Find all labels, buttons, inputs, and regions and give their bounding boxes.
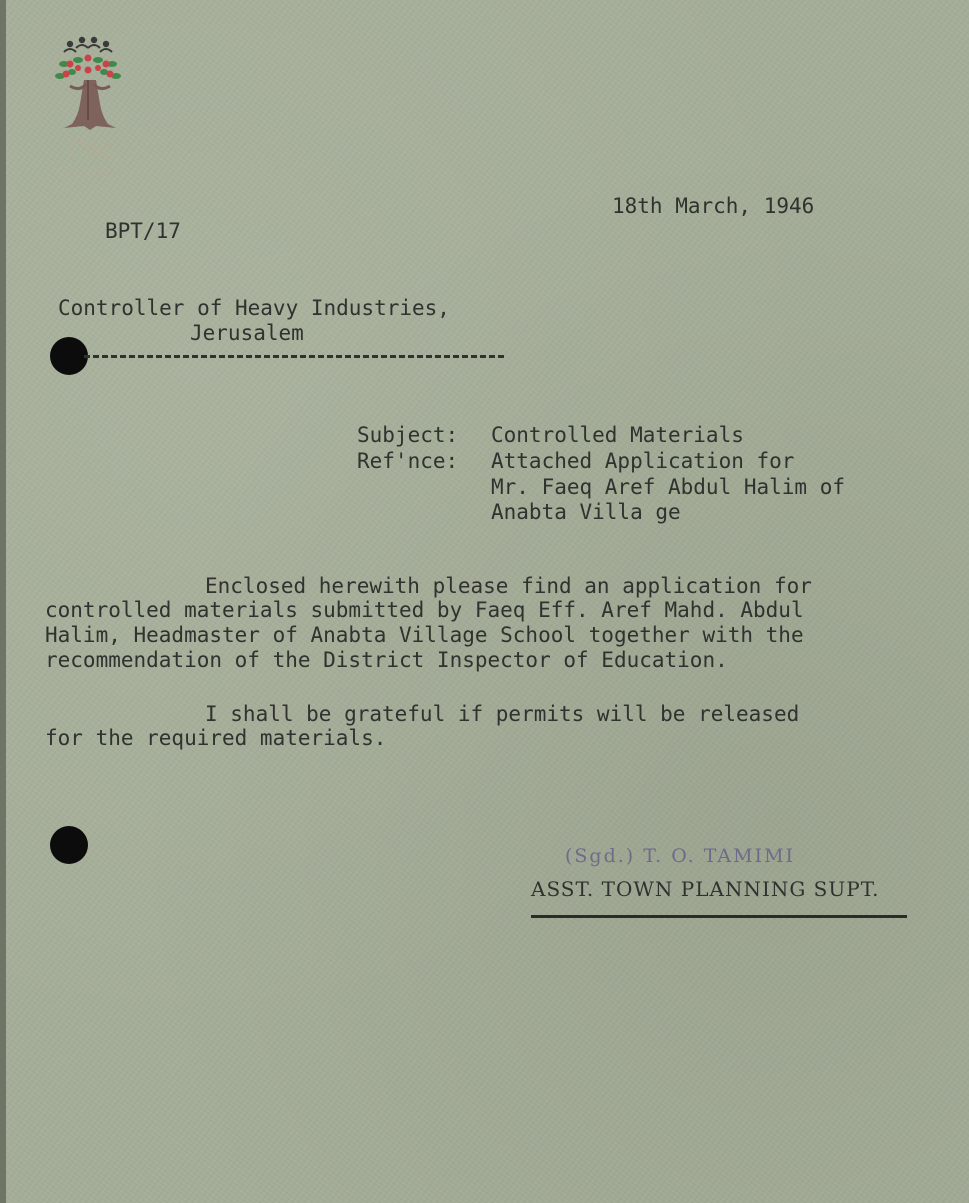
letter-date: 18th March, 1946 [612, 194, 815, 218]
reference-line-2: Mr. Faeq Aref Abdul Halim of [491, 475, 846, 499]
addressee-line-2: Jerusalem [190, 321, 304, 345]
punch-hole-bottom [50, 826, 88, 864]
body-paragraph-1-line-3: Halim, Headmaster of Anabta Village School together with the [45, 623, 804, 647]
signature-title: ASST. TOWN PLANNING SUPT. [531, 877, 880, 901]
tree-emblem-icon [50, 34, 130, 184]
address-underline [84, 355, 504, 358]
body-paragraph-1-line-1: Enclosed herewith please find an application for [205, 574, 812, 598]
subject-value: Controlled Materials [491, 423, 744, 447]
reference-line-1: Attached Application for [491, 449, 795, 473]
body-paragraph-2-line-1: I shall be grateful if permits will be released [205, 702, 800, 726]
body-paragraph-1-line-2: controlled materials submitted by Faeq Eff. Aref Mahd. Abdul [45, 598, 804, 622]
signature-name: (Sgd.) T. O. TAMIMI [565, 845, 796, 867]
signature-underline [531, 915, 907, 918]
body-paragraph-2-line-2: for the required materials. [45, 726, 387, 750]
punch-hole-top [50, 337, 88, 375]
file-reference: BPT/17 [105, 219, 181, 243]
body-paragraph-1-line-4: recommendation of the District Inspector of Education. [45, 648, 728, 672]
reference-line-3: Anabta Villa ge [491, 500, 681, 524]
subject-label: Subject: [357, 423, 459, 447]
reference-label: Ref'nce: [357, 449, 459, 473]
addressee-line-1: Controller of Heavy Industries, [58, 296, 450, 320]
scan-edge [0, 0, 6, 1203]
